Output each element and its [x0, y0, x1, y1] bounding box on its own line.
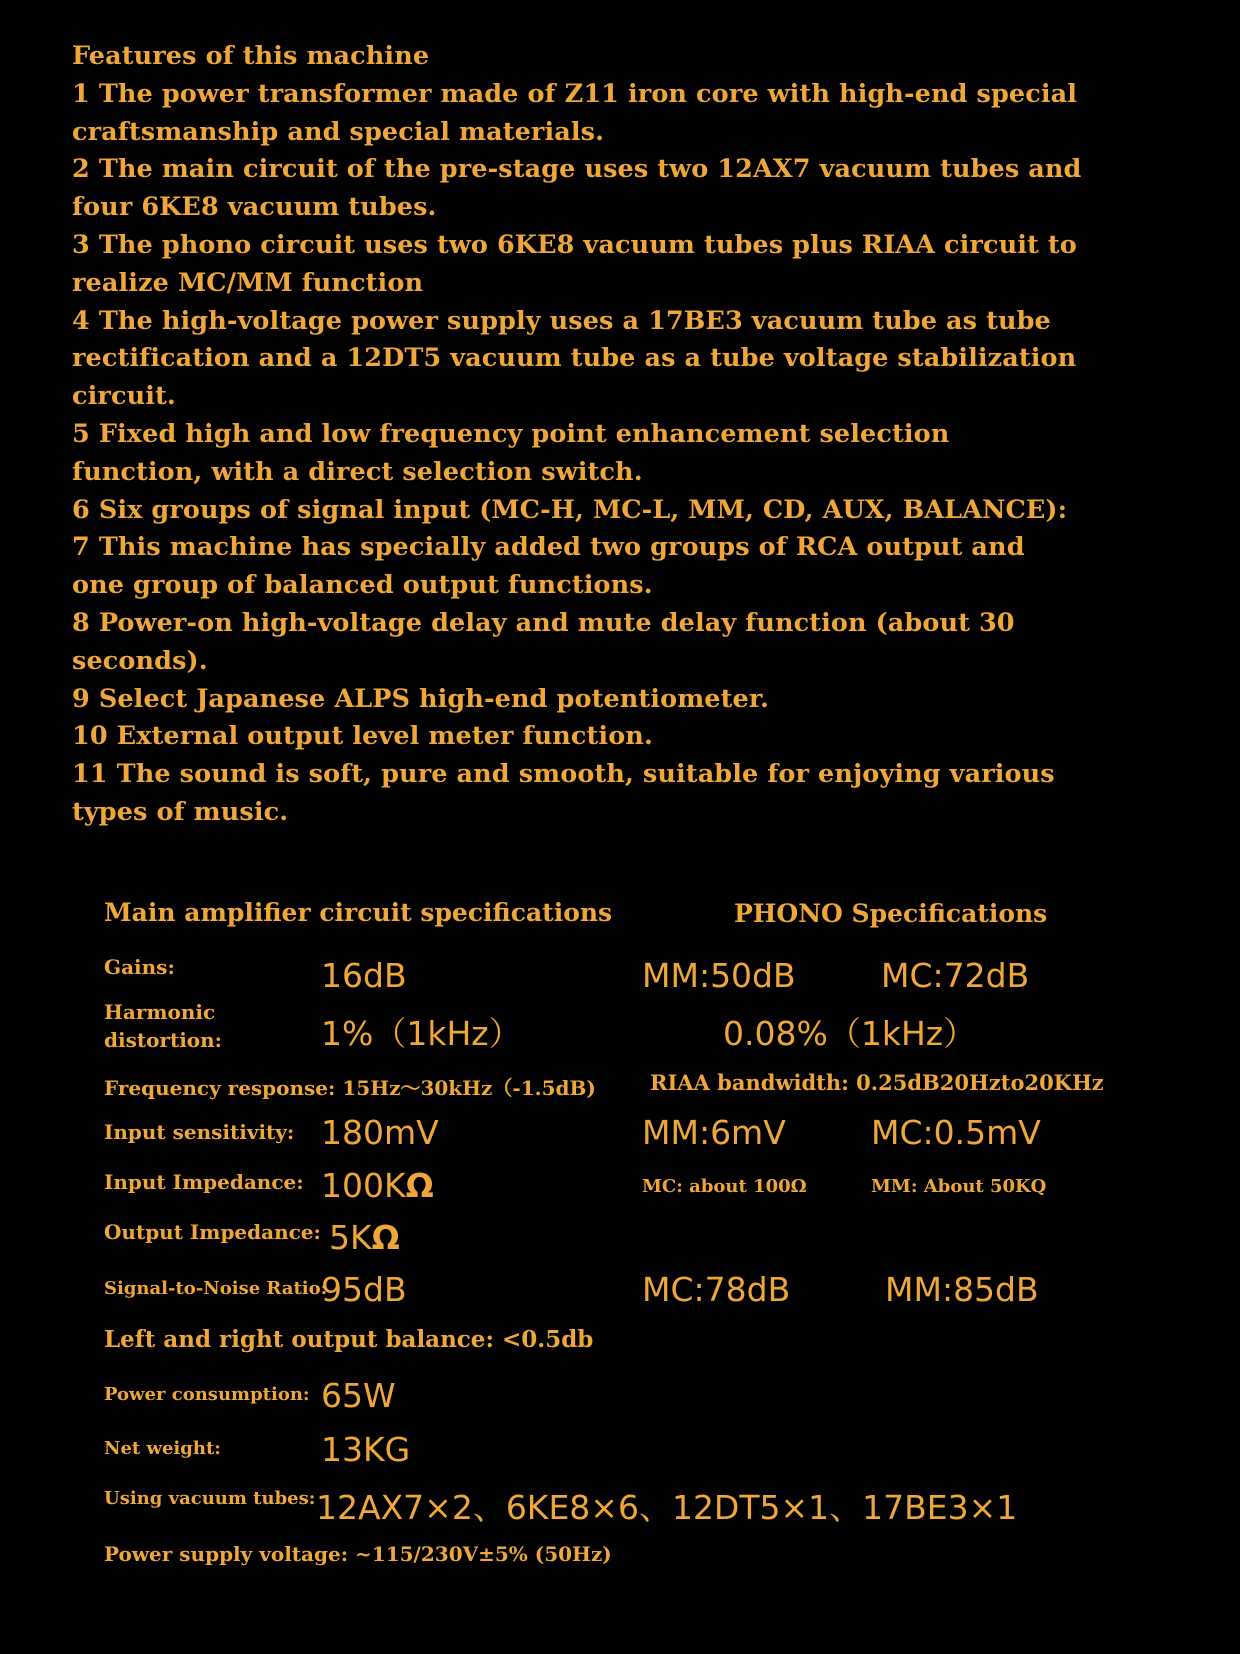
feature-line: rectification and a 12DT5 vacuum tube as a tube voltage stabilization: [72, 343, 1077, 374]
output-impedance-main-value: 5KΩ: [329, 1218, 400, 1257]
input-impedance-label: Input Impedance:: [104, 1170, 304, 1194]
snr-mm-value: MM:85dB: [885, 1270, 1039, 1309]
gains-mc-value: MC:72dB: [881, 956, 1030, 995]
feature-line: 6 Six groups of signal input (MC-H, MC-L, MM, CD, AUX, BALANCE):: [72, 494, 1068, 525]
feature-line: craftsmanship and special materials.: [72, 116, 605, 147]
output-balance: Left and right output balance: <0.5db: [104, 1326, 594, 1353]
main-spec-header: Main amplifier circuit specifications: [104, 898, 613, 927]
thd-label-line2: distortion:: [104, 1028, 223, 1052]
snr-label: Signal-to-Noise Ratio:: [104, 1278, 328, 1299]
sensitivity-label: Input sensitivity:: [104, 1120, 295, 1144]
tubes-label: Using vacuum tubes:: [104, 1488, 316, 1509]
feature-line: 7 This machine has specially added two groups of RCA output and: [72, 532, 1025, 563]
feature-line: 5 Fixed high and low frequency point enhancement selection: [72, 418, 950, 449]
feature-line: 1 The power transformer made of Z11 iron core with high-end special: [72, 78, 1078, 109]
thd-label-line1: Harmonic: [104, 1000, 216, 1024]
sensitivity-main-value: 180mV: [321, 1113, 439, 1152]
gains-main-value: 16dB: [321, 956, 407, 995]
weight-label: Net weight:: [104, 1438, 221, 1459]
frequency-response: Frequency response: 15Hz～30kHz（-1.5dB): [104, 1076, 596, 1100]
snr-mc-value: MC:78dB: [642, 1270, 791, 1309]
feature-line: 10 External output level meter function.: [72, 721, 653, 752]
input-impedance-mc-value: MC: about 100Ω: [642, 1176, 807, 1197]
weight-value: 13KG: [321, 1430, 411, 1469]
features-title: Features of this machine: [72, 41, 430, 71]
feature-line: 3 The phono circuit uses two 6KE8 vacuum tubes plus RIAA circuit to: [72, 229, 1077, 260]
feature-line: circuit.: [72, 381, 176, 412]
sensitivity-mm-value: MM:6mV: [642, 1113, 786, 1152]
ohm-symbol: Ω: [405, 1166, 434, 1205]
feature-line: 9 Select Japanese ALPS high-end potentiometer.: [72, 683, 769, 714]
sensitivity-mc-value: MC:0.5mV: [871, 1113, 1041, 1152]
feature-line: function, with a direct selection switch.: [72, 456, 643, 487]
features-list: [72, 38, 1082, 832]
feature-line: seconds).: [72, 645, 208, 676]
thd-phono-value: 0.08%（1kHz）: [723, 1014, 977, 1053]
gains-mm-value: MM:50dB: [642, 956, 796, 995]
output-impedance-label: Output Impedance:: [104, 1220, 321, 1244]
thd-main-value: 1%（1kHz）: [321, 1014, 522, 1053]
feature-line: 8 Power-on high-voltage delay and mute delay function (about 30: [72, 607, 1015, 638]
feature-line: realize MC/MM function: [72, 267, 424, 298]
power-supply-voltage: Power supply voltage: ~115/230V±5% (50Hz): [104, 1542, 612, 1566]
riaa-bandwidth: RIAA bandwidth: 0.25dB20Hzto20KHz: [650, 1070, 1104, 1095]
power-label: Power consumption:: [104, 1384, 310, 1405]
feature-line: one group of balanced output functions.: [72, 570, 653, 601]
feature-line: 4 The high-voltage power supply uses a 17BE3 vacuum tube as tube: [72, 305, 1051, 336]
input-impedance-main-value: 100KΩ: [321, 1166, 434, 1205]
input-impedance-mm-value: MM: About 50KQ: [871, 1176, 1047, 1197]
power-value: 65W: [321, 1376, 396, 1415]
feature-line: 2 The main circuit of the pre-stage uses two 12AX7 vacuum tubes and: [72, 154, 1082, 185]
tubes-value: 12AX7×2、6KE8×6、12DT5×1、17BE3×1: [316, 1488, 1018, 1527]
feature-line: four 6KE8 vacuum tubes.: [72, 192, 437, 223]
phono-spec-header: PHONO Specifications: [734, 899, 1048, 928]
snr-main-value: 95dB: [321, 1270, 407, 1309]
feature-line: 11 The sound is soft, pure and smooth, suitable for enjoying various: [72, 759, 1055, 790]
ohm-symbol: Ω: [371, 1218, 400, 1257]
feature-line: types of music.: [72, 796, 289, 827]
gains-label: Gains:: [104, 955, 175, 979]
